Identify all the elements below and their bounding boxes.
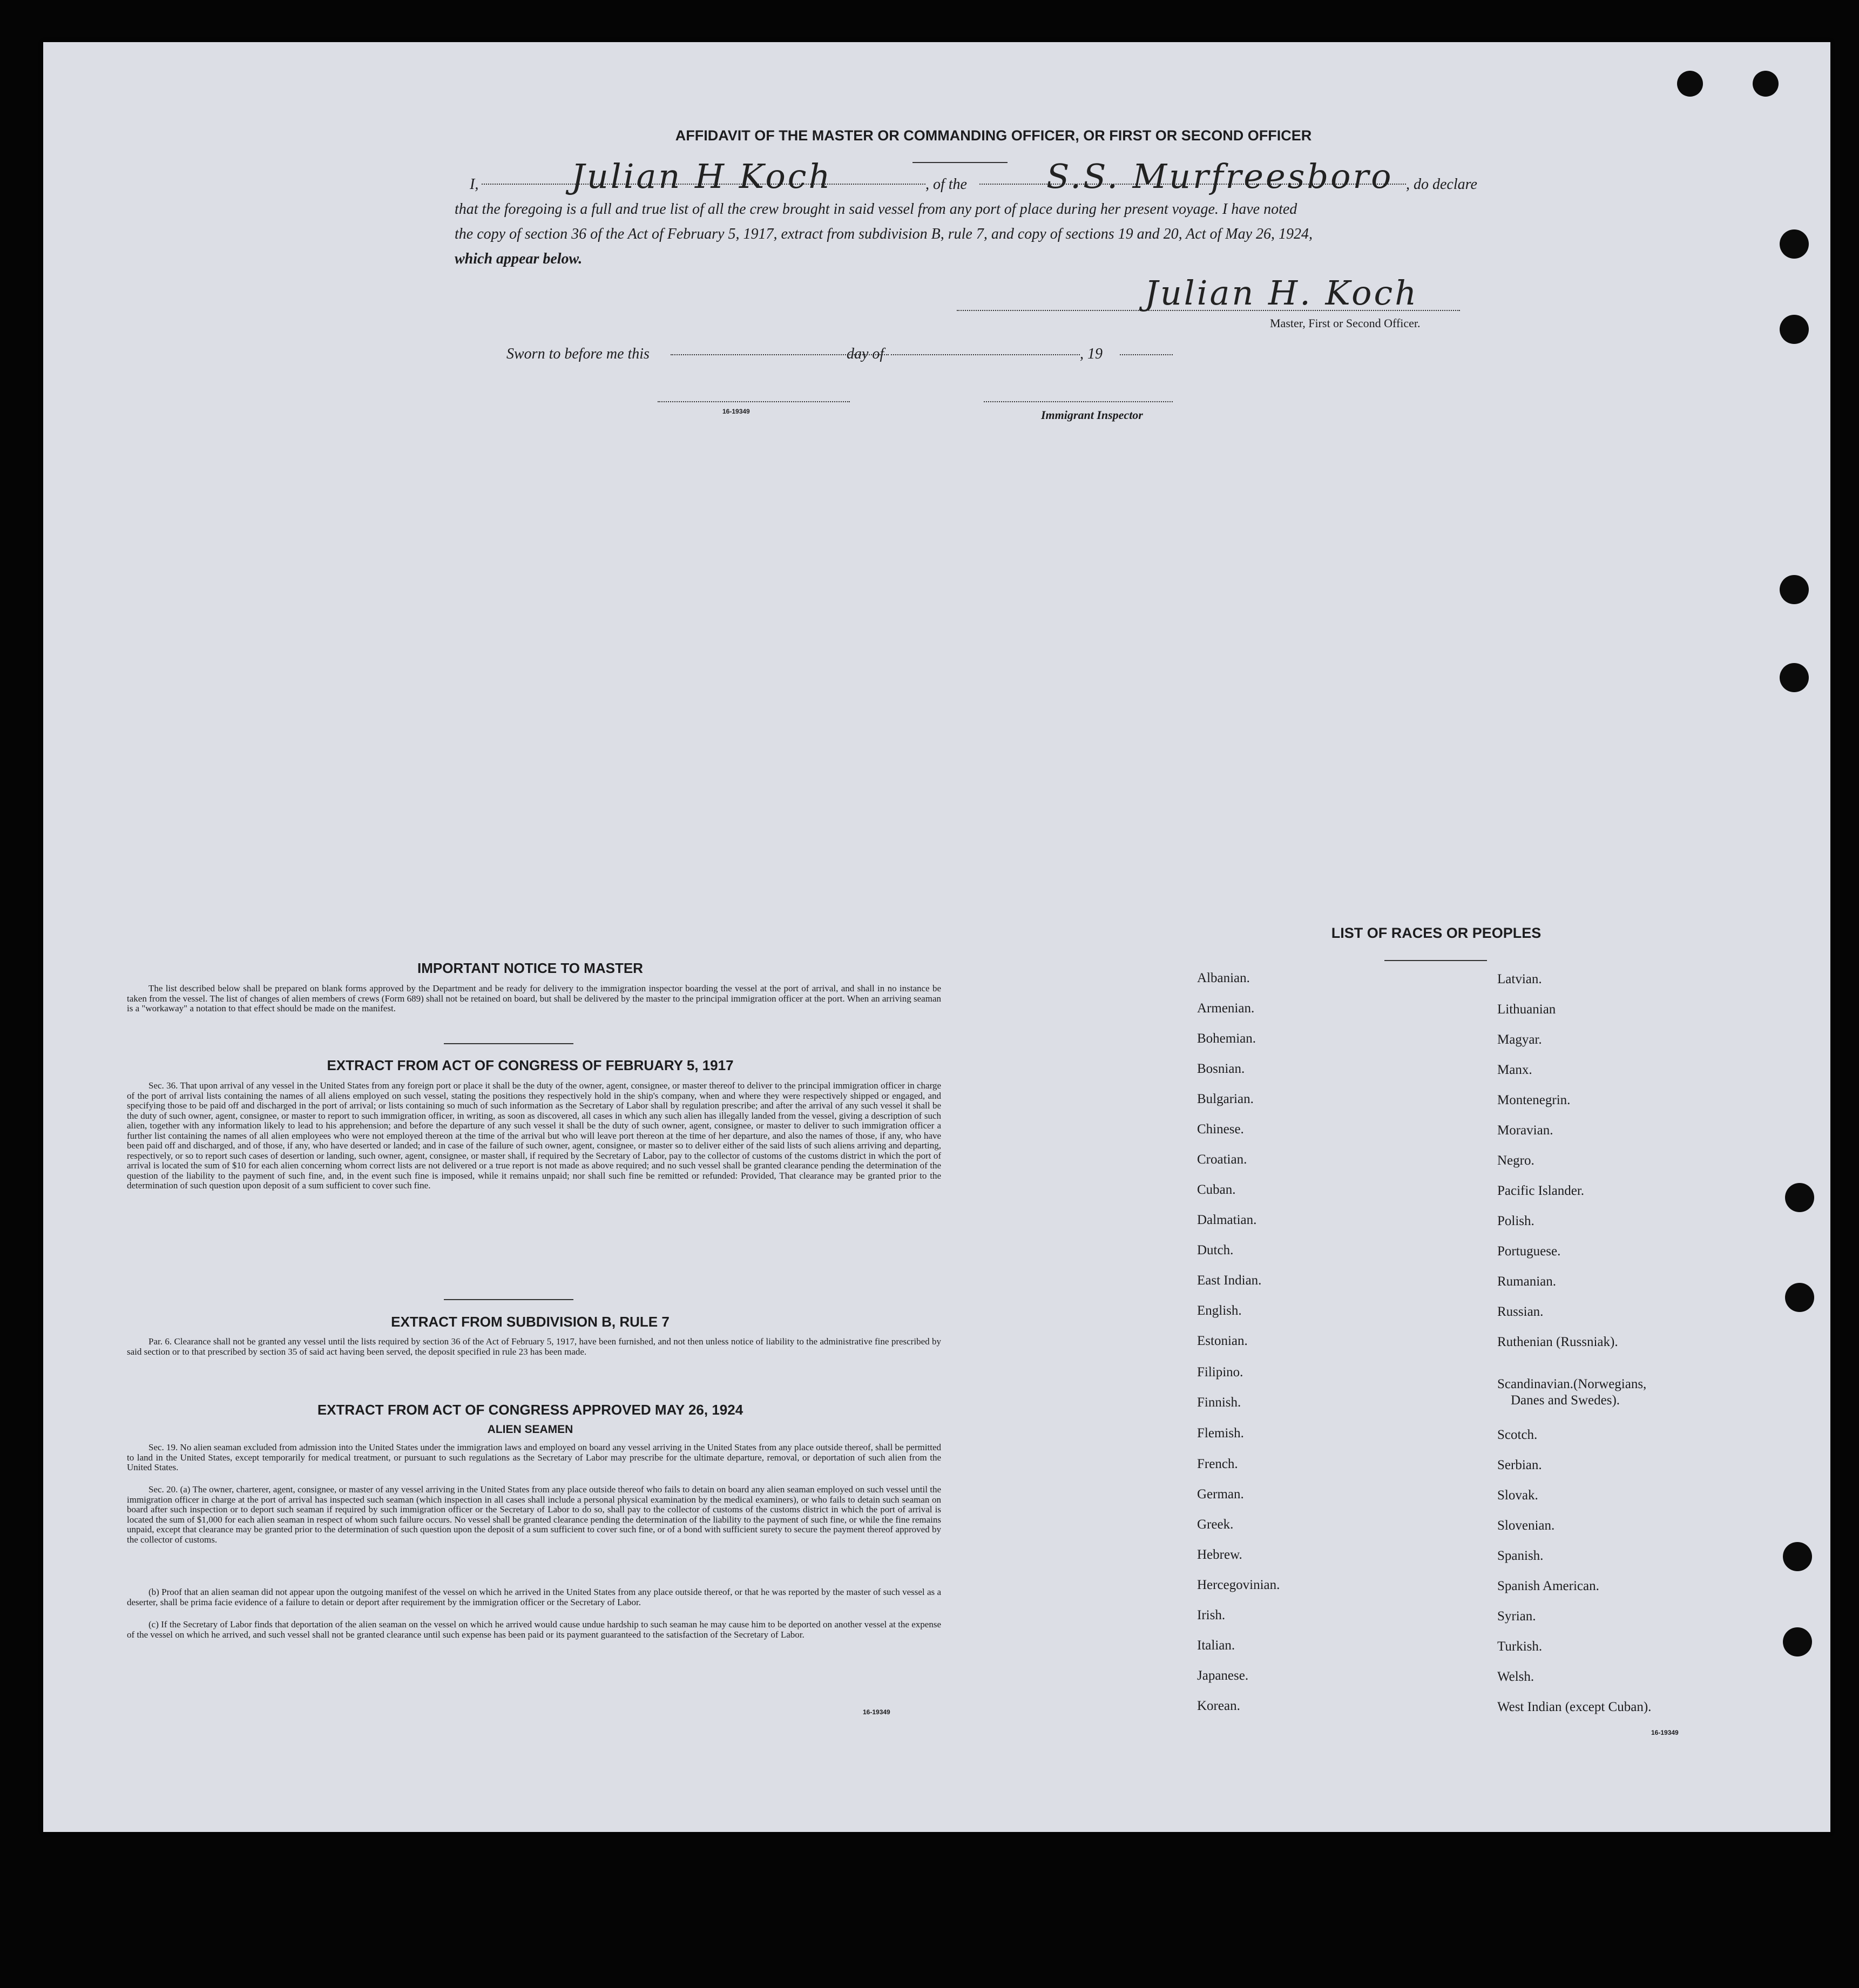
race-item: Welsh. [1497,1669,1534,1684]
sec-20c-text: (c) If the Secretary of Labor finds that deportation of the alien seaman on the vessel on which he arrived would cause undue hardship to such seaman he may cause him to be deported on another vessel at the expense of the vessel on which he arrived, and such vessel shall not be granted clearance until such expense has been paid or its payment guaranteed to the satisfaction of the Secretary of Labor. [127,1619,941,1640]
line [658,401,850,402]
race-item: Irish. [1197,1608,1226,1622]
of-the-label: , of the [925,176,967,193]
race-item: Syrian. [1497,1609,1536,1624]
race-item: Serbian. [1497,1458,1542,1472]
race-item: Moravian. [1497,1123,1553,1138]
affidavit-body-line-1: that the foregoing is a full and true list of all the crew brought in said vessel from any port of place during her present voyage. I have noted [455,201,1297,218]
inspector-caption: Immigrant Inspector [1041,408,1143,422]
race-item: Magyar. [1497,1032,1542,1047]
race-item: Scandinavian.(Norwegians, [1497,1377,1647,1391]
form-number: 16-19349 [722,408,750,415]
notice-title: IMPORTANT NOTICE TO MASTER [417,960,643,976]
inspector-line [984,401,1173,402]
notice-text: The list described below shall be prepared on blank forms approved by the Department and be ready for delivery to the immigration inspector boarding the vessel at the port of arrival, and shall in no instance be taken from the vessel. The list of changes of alien members of crews (Form 689) shall not be retained on board, but shall be delivered by the master to the principal immigration officer at the port. When an arriving seaman is a "workaway" a notation to that effect should be made on the manifest. [127,983,941,1013]
race-item: Spanish. [1497,1549,1544,1563]
race-item: Dalmatian. [1197,1213,1257,1227]
punch-hole [1780,229,1809,259]
vessel-name-handwriting: S.S. Murfreesboro [1046,157,1394,196]
extract-1924-subtitle: ALIEN SEAMEN [487,1423,573,1436]
affidavit-body-line-3: which appear below. [455,251,583,267]
race-item: Albanian. [1197,971,1250,985]
affidavit-title: AFFIDAVIT OF THE MASTER OR COMMANDING OFFICER, OR FIRST OR SECOND OFFICER [675,127,1312,144]
punch-hole [1677,71,1703,97]
race-item: French. [1197,1457,1238,1471]
sworn-label: Sworn to before me this [506,346,650,362]
divider [1384,960,1487,961]
punch-hole [1753,71,1779,97]
master-signature: Julian H. Koch [1145,273,1419,313]
i-label: I, [470,176,479,193]
race-item: Polish. [1497,1214,1534,1228]
race-item: Hercegovinian. [1197,1578,1280,1592]
year-label: , 19 [1080,346,1103,362]
day-of-label: day of [847,346,884,362]
race-item: East Indian. [1197,1273,1262,1288]
race-item: Slovak. [1497,1488,1538,1503]
race-item: Hebrew. [1197,1547,1242,1562]
sworn-year-line [1120,354,1173,355]
divider [444,1299,573,1300]
race-item: German. [1197,1487,1244,1502]
race-item: Rumanian. [1497,1274,1557,1289]
race-item: Japanese. [1197,1668,1249,1683]
race-item: Italian. [1197,1638,1235,1653]
sworn-month-line [891,354,1080,355]
race-item: Danes and Swedes). [1511,1393,1620,1408]
punch-hole [1780,663,1809,692]
extract-1917-text: Sec. 36. That upon arrival of any vessel in the United States from any foreign port or place it shall be the duty of the owner, agent, consignee, or master thereof to deliver to the principal immigration officer in charge of the port of arrival lists containing the names of all aliens employed on such vessel, stating the positions they respectively hold in the ship's company, when and where they were respectively shipped or engaged, and specifying those to be paid off and discharged in the port of arrival; or lists containing so much of such information as the Secretary of Labor shall by regulation prescribe; and after the arrival of any such vessel it shall be the duty of such owner, agent, consignee, or master to report to such immigration officer, in writing, as soon as discovered, all cases in which any such alien has illegally landed from the vessel, giving a description of such alien, together with any information likely to lead to his apprehension; and before the departure of any such vessel it shall be the duty of such owner, agent, consignee, or master to deliver to such immigration officer a further list containing the names of all alien employees who were not employed thereon at the time of the arrival but who will leave port thereon at the time of her departure, and also the names of those, if any, who have been paid off and discharged, and of those, if any, who have deserted or landed; and in case of the failure of such owner, agent, consignee, or master so to deliver either of the said lists of such aliens arriving and departing, respectively, or so to report such cases of desertion or landing, such owner, agent, consignee, or master shall, if required by the Secretary of Labor, pay to the collector of customs of the customs district in which the port of arrival is located the sum of $10 for each alien concerning whom correct lists are not delivered or a true report is not made as above required; and no such vessel shall be granted clearance pending the determination of the question of the liability to the payment of such fine, and, in the event such fine is imposed, while it remains unpaid; nor shall such fine be remitted or refunded: Provided, That clearance may be granted prior to the determination of such question upon deposit of a sum sufficient to cover such fine. [127,1080,941,1191]
race-item: Estonian. [1197,1334,1248,1348]
sec-19-text: Sec. 19. No alien seaman excluded from admission into the United States under the immigration laws and employed on board any vessel arriving in the United States from any place outside thereof, shall be permitted to land in the United States, except temporarily for medical treatment, or pursuant to such regulations as the Secretary of Labor may prescribe for the ultimate departure, removal, or deportation of such alien from the United States. [127,1442,941,1472]
race-item: Spanish American. [1497,1579,1599,1593]
punch-hole [1785,1283,1814,1312]
punch-hole [1783,1542,1812,1571]
race-item: Armenian. [1197,1001,1255,1016]
master-name-handwriting: Julian H Koch [571,157,833,196]
extract-1917-title: EXTRACT FROM ACT OF CONGRESS OF FEBRUARY 5, 1917 [327,1057,734,1073]
signature-caption: Master, First or Second Officer. [1270,316,1421,330]
punch-hole [1783,1627,1812,1656]
race-item: Croatian. [1197,1152,1247,1167]
extract-1924-title: EXTRACT FROM ACT OF CONGRESS APPROVED MAY 26, 1924 [317,1402,743,1418]
race-item: Slovenian. [1497,1518,1555,1533]
race-item: Scotch. [1497,1428,1538,1442]
document-page [43,42,1830,1832]
race-item: West Indian (except Cuban). [1497,1700,1652,1714]
punch-hole [1780,315,1809,344]
punch-hole [1780,575,1809,604]
sec-20b-text: (b) Proof that an alien seaman did not appear upon the outgoing manifest of the vessel on which he arrived in the United States from any place outside thereof, or that he was reported by the master of such vessel as a deserter, shall be prima facie evidence of a failure to detain or deport after requirement by the immigration officer or the Secretary of Labor. [127,1587,941,1607]
do-declare-label: , do declare [1406,176,1477,193]
race-item: Flemish. [1197,1426,1244,1441]
race-item: Filipino. [1197,1365,1243,1380]
race-item: Russian. [1497,1304,1544,1319]
race-item: Manx. [1497,1063,1532,1077]
extract-rule7-text: Par. 6. Clearance shall not be granted any vessel until the lists required by section 36 of the Act of February 5, 1917, have been furnished, and not then unless notice of liability to the administrative fine prescribed by said section or to that prescribed by section 35 of said act having been served, the deposit specified in rule 23 has been made. [127,1336,941,1357]
race-item: English. [1197,1303,1242,1318]
race-item: Latvian. [1497,972,1542,986]
race-item: Portuguese. [1497,1244,1561,1259]
form-number: 16-19349 [1651,1729,1679,1736]
divider [912,162,1008,163]
race-item: Montenegrin. [1497,1093,1571,1107]
race-item: Chinese. [1197,1122,1244,1137]
form-number: 16-19349 [863,1708,890,1716]
race-item: Turkish. [1497,1639,1543,1654]
race-item: Dutch. [1197,1243,1234,1257]
race-item: Bohemian. [1197,1031,1256,1046]
race-item: Bulgarian. [1197,1092,1254,1106]
race-item: Lithuanian [1497,1002,1556,1017]
extract-rule7-title: EXTRACT FROM SUBDIVISION B, RULE 7 [391,1314,670,1330]
race-item: Greek. [1197,1517,1234,1532]
race-item: Cuban. [1197,1182,1236,1197]
race-item: Korean. [1197,1699,1240,1713]
punch-hole [1785,1183,1814,1212]
race-item: Ruthenian (Russniak). [1497,1335,1618,1349]
sec-20a-text: Sec. 20. (a) The owner, charterer, agent, consignee, or master of any vessel arriving in the United States from any place outside thereof who fails to detain on board any alien seaman employed on such vessel until the immigration officer in charge at the port of arrival has inspected such seaman (which inspection in all cases shall include a personal physical examination by the medical examiners), or who fails to detain such seaman on board after such inspection or to deport such seaman if required by such immigration officer or the Secretary of Labor to do so, shall pay to the collector of customs of the customs district in which the port of arrival is located the sum of $1,000 for each alien seaman in respect of whom such failure occurs. No vessel shall be granted clearance pending the determination of the liability to the payment of such fine, or while the fine remains unpaid, except that clearance may be granted prior to the determination of such question upon the deposit of a sum sufficient to cover such fine, or of a bond with sufficient surety to secure the payment thereof approved by the collector of customs. [127,1484,941,1545]
race-item: Bosnian. [1197,1061,1245,1076]
race-item: Pacific Islander. [1497,1184,1585,1198]
race-item: Finnish. [1197,1395,1241,1410]
affidavit-body-line-2: the copy of section 36 of the Act of February 5, 1917, extract from subdivision B, rule 7, and copy of sections 19 and 20, Act of May 26, 1924, [455,226,1313,242]
races-title: LIST OF RACES OR PEOPLES [1331,925,1542,941]
race-item: Negro. [1497,1153,1534,1168]
divider [444,1043,573,1044]
